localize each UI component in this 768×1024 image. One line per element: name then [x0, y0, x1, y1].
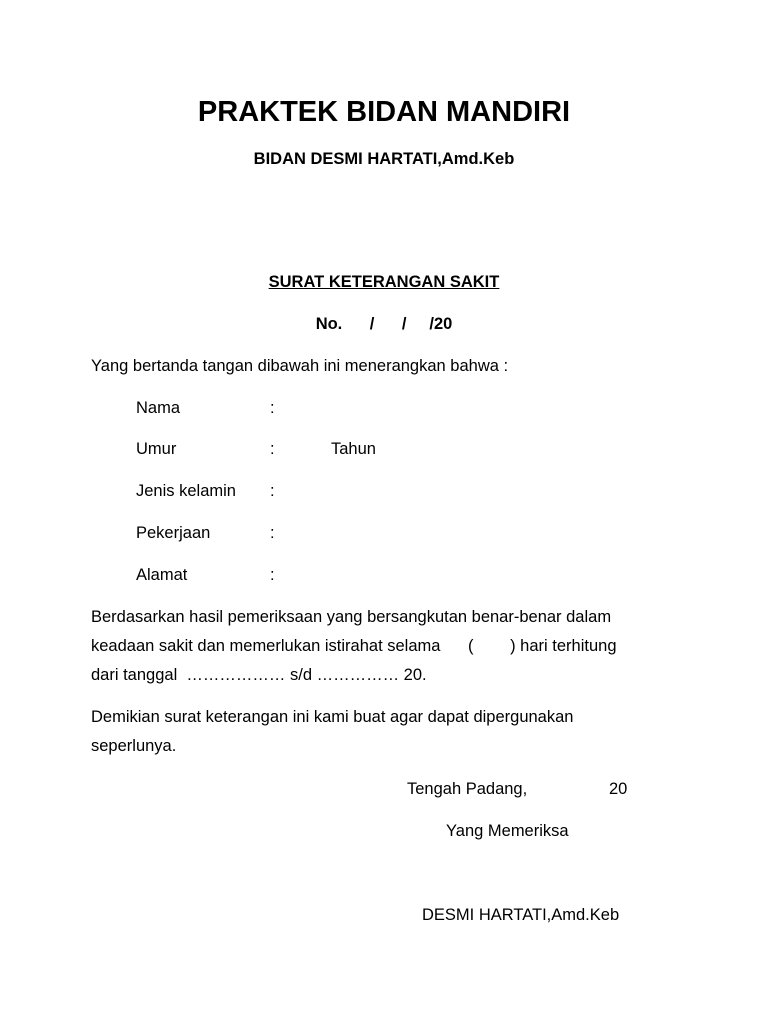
document-title: SURAT KETERANGAN SAKIT	[268, 273, 500, 291]
field-colon: :	[270, 482, 275, 500]
field-label: Jenis kelamin	[136, 482, 236, 500]
midwife-name-header: BIDAN DESMI HARTATI,Amd.Keb	[253, 150, 515, 168]
statement-line-2: keadaan sakit dan memerlukan istirahat selama ( ) hari terhitung	[91, 637, 617, 655]
statement-line-3: dari tanggal ……………… s/d …………… 20.	[91, 666, 427, 684]
field-colon: :	[270, 524, 275, 542]
field-colon: :	[270, 566, 275, 584]
closing-line-2: seperlunya.	[91, 737, 177, 755]
signature-year: 20	[609, 780, 628, 798]
signature-name: DESMI HARTATI,Amd.Keb	[422, 906, 620, 924]
intro-text: Yang bertanda tangan dibawah ini menerangkan bahwa :	[91, 357, 509, 375]
field-label: Pekerjaan	[136, 524, 211, 542]
closing-line-1: Demikian surat keterangan ini kami buat agar dapat dipergunakan	[91, 708, 574, 726]
field-colon: :	[270, 399, 275, 417]
clinic-title: PRAKTEK BIDAN MANDIRI	[197, 96, 571, 128]
field-label: Alamat	[136, 566, 188, 584]
field-label: Umur	[136, 440, 177, 458]
field-colon: :	[270, 440, 275, 458]
field-suffix: Tahun	[331, 440, 376, 458]
signature-role: Yang Memeriksa	[446, 822, 569, 840]
signature-place: Tengah Padang,	[407, 780, 528, 798]
document-number: No. / / /20	[315, 315, 453, 333]
statement-line-1: Berdasarkan hasil pemeriksaan yang bersangkutan benar-benar dalam	[91, 608, 612, 626]
field-label: Nama	[136, 399, 181, 417]
